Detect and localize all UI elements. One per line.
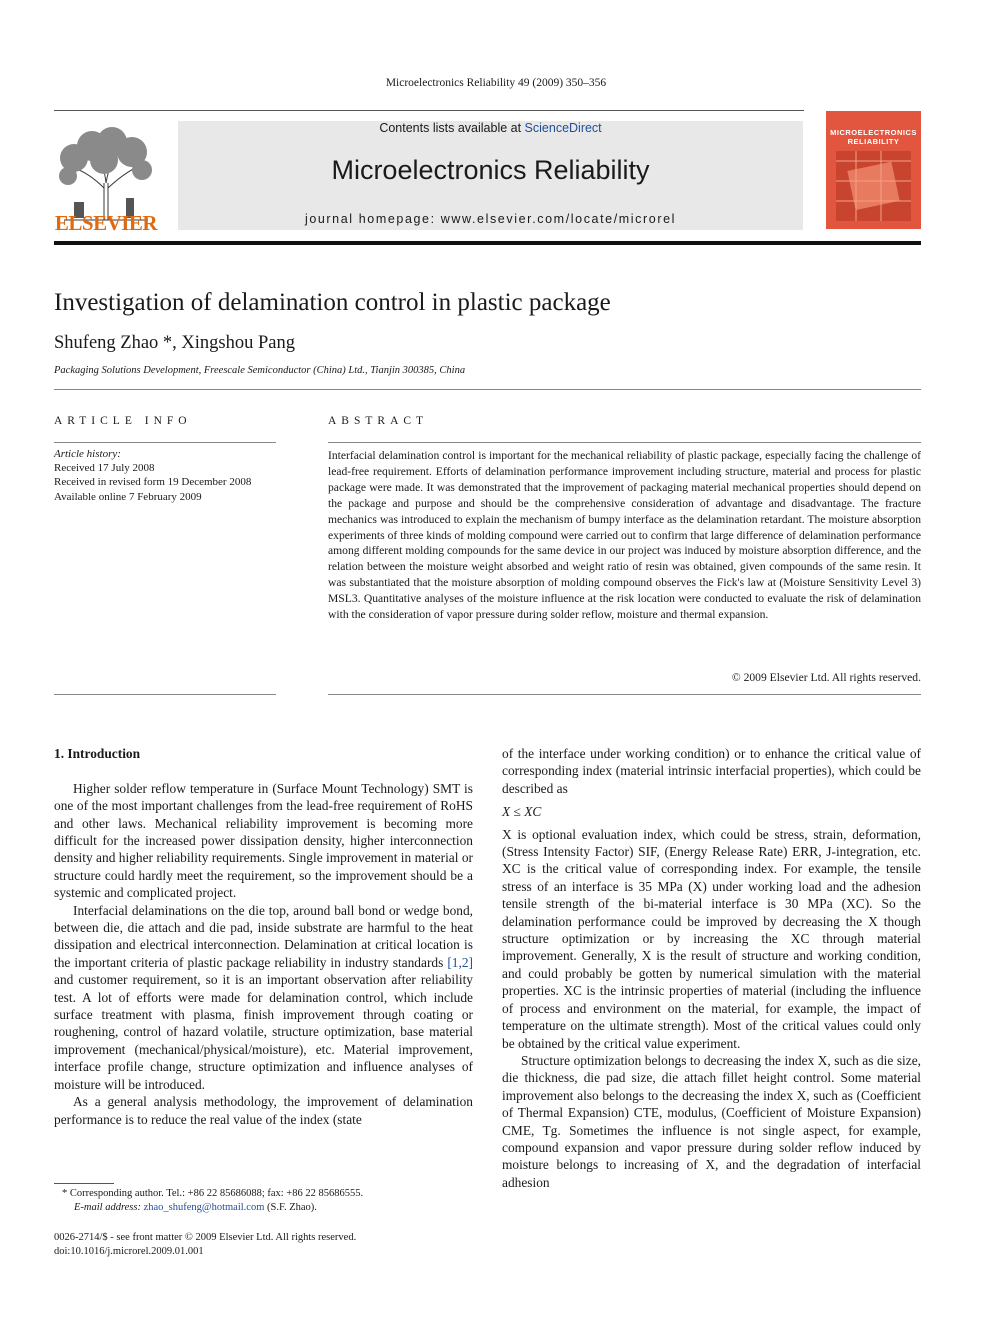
top-rule xyxy=(54,110,804,111)
email-line xyxy=(54,1201,484,1215)
journal-homepage[interactable]: journal homepage: www.elsevier.com/locate/microrel xyxy=(304,212,677,226)
online-date: Available online 7 February 2009 xyxy=(54,490,202,503)
sciencedirect-link[interactable]: ScienceDirect xyxy=(524,121,602,135)
footnote-rule xyxy=(54,1183,114,1184)
body-paragraph: of the interface under working condition) or to enhance the critical value of corresponding index (material intrinsic interfacial properties), which could be described as xyxy=(502,746,921,796)
paragraph-text: and customer requirement, so it is an important observation after reliability test. A lot of efforts were made for delamination control, which include surface treatment with plasma, finish improvement through coating or roughening, control of hazard volatile, structure optimization, base material improvement (mechanical/physical/moisture), etc. Material improvement, interface profile change, structure optimization and influence analyses of moisture will be introduced. xyxy=(54,972,473,1092)
issn-line: 0026-2714/$ - see front matter © 2009 Elsevier Ltd. All rights reserved. xyxy=(54,1232,357,1243)
revised-date: Received in revised form 19 December 2008 xyxy=(54,476,252,489)
cover-title-line1: MICROELECTRONICS xyxy=(830,128,917,137)
article-history xyxy=(54,447,284,504)
body-paragraph: Structure optimization belongs to decreasing the index X, such as die size, die thickness, die pad size, die attach fillet height control. Some material improvement also belongs to the decreasing the index X, such as (Coefficient of Thermal Expansion) CTE, modulus, (Coefficient of Moisture Expansion) CME, Tg. Sometimes the influence is not single aspect, for example, compound expansion and vapor pressure during solder reflow induced by moisture belongs to increasing of X, and the degradation of interfacial adhesion xyxy=(502,1052,921,1190)
abstract-bottom-rule xyxy=(328,694,921,695)
body-left-column xyxy=(54,745,473,1128)
corresponding-author-note: * Corresponding author. Tel.: +86 22 85686088; fax: +86 22 85686555. xyxy=(62,1188,364,1199)
header-thick-rule xyxy=(54,241,921,245)
email-link[interactable]: zhao_shufeng@hotmail.com xyxy=(143,1202,265,1213)
equation: X ≤ XC xyxy=(502,804,542,820)
history-heading: Article history: xyxy=(54,448,121,460)
article-info-bottom-rule xyxy=(54,694,276,695)
email-label: E-mail address: xyxy=(74,1202,144,1213)
running-head: Microelectronics Reliability 49 (2009) 350–356 xyxy=(385,77,607,89)
body-right-column xyxy=(502,745,921,1191)
contents-line xyxy=(178,121,803,135)
footnote xyxy=(54,1187,484,1215)
author-list: Shufeng Zhao *, Xingshou Pang xyxy=(54,333,295,353)
cover-title-line2: RELIABILITY xyxy=(847,137,900,146)
title-rule xyxy=(54,389,921,390)
cover-title xyxy=(826,128,921,146)
abstract-rule xyxy=(328,442,921,443)
doi-line[interactable]: doi:10.1016/j.microrel.2009.01.001 xyxy=(54,1246,204,1257)
received-date: Received 17 July 2008 xyxy=(54,462,155,475)
body-paragraph: X is optional evaluation index, which could be stress, strain, deformation, (Stress Intensity Factor) SIF, (Energy Release Rate) ERR, J-integration, etc. XC is the critical value of corresponding index. For example, the tensile stress of an interface is 35 MPa (X) under working load and the adhesion tensile strength of the bi-material interface is 30 MPa (XC). So the delamination performance could be improved by decreasing the X though structure optimization or by increasing the XC through material improvement. Generally, X is the result of structure and working condition, and could probably be gotten by numerical simulation with the material properties. XC is the intrinsic properties of material (including the influence of process and environment on the material, for example, the impact of temperature on the ultimate strength). Most of the critical values could only be obtained by the critical value experiment. xyxy=(502,826,921,1051)
abstract-heading: ABSTRACT xyxy=(328,415,429,427)
elsevier-wordmark: ELSEVIER xyxy=(54,211,158,235)
journal-cover-thumbnail xyxy=(826,111,921,229)
paragraph-text: Interfacial delaminations on the die top, around ball bond or wedge bond, between die, die attach and die pad, inside substrate are harmful to the heat dissipation and electrical interconnection. Delamination at critical location is the important criteria of plastic package reliability in industry standards xyxy=(54,902,473,970)
journal-title: Microelectronics Reliability xyxy=(331,155,650,185)
section-heading: 1. Introduction xyxy=(54,746,141,761)
body-paragraph: Higher solder reflow temperature in (Surface Mount Technology) SMT is one of the most important challenges from the lead-free requirement of RoHS and other laws. Mechanical reliability improvement is becoming more difficult for the increased power dissipation density, higher interconnection density and higher reliability requirements. Single improvement in material or structure could hardly meet the requirement, so the improvement should be a systemic and complicated project. xyxy=(54,780,473,901)
email-suffix: (S.F. Zhao). xyxy=(264,1202,317,1213)
paper-title: Investigation of delamination control in plastic package xyxy=(54,289,611,316)
issn-doi-block xyxy=(54,1231,484,1259)
abstract-copyright: © 2009 Elsevier Ltd. All rights reserved. xyxy=(731,671,921,684)
affiliation: Packaging Solutions Development, Freescale Semiconductor (China) Ltd., Tianjin 300385, China xyxy=(54,365,466,376)
abstract-text: Interfacial delamination control is important for the mechanical reliability of plastic package, especially facing the challenge of lead-free requirement. Efforts of delamination performance improvement including structure, material and process for plastic package were made. It was demonstrated that the improvement of packaging material mechanical properties should depend on the package and purpose and should be the comprehensive consideration of advantage and disadvantage. The fracture mechanics was introduced to explain the mechanism of bumpy interface as the delamination retardant. The moisture absorption experiments of three kinds of molding compound were carried out to confirm that large difference of delamination performance among different molding compounds for the same device in our project was induced by moisture absorption difference, and the relation between the moisture weight absorbed and weight ratio of resin was obtained, given compounds of the same resin. It was substantiated that the moisture absorption of molding compound observes the Fick's law at (Moisture Sensitivity Level 3) MSL3. Quantitative analyses of the moisture influence at the risk location were conducted to evaluate the risk of delamination with the consideration of vapor pressure during solder reflow, moisture and thermal expansion. xyxy=(328,449,921,622)
body-paragraph xyxy=(54,902,473,1093)
article-info-rule xyxy=(54,442,276,443)
contents-prefix: Contents lists available at xyxy=(379,121,525,135)
article-info-heading: ARTICLE INFO xyxy=(54,415,192,427)
citation-link[interactable]: [1,2] xyxy=(447,954,473,970)
body-paragraph: As a general analysis methodology, the improvement of delamination performance is to reduce the real value of the index (state xyxy=(54,1094,473,1127)
